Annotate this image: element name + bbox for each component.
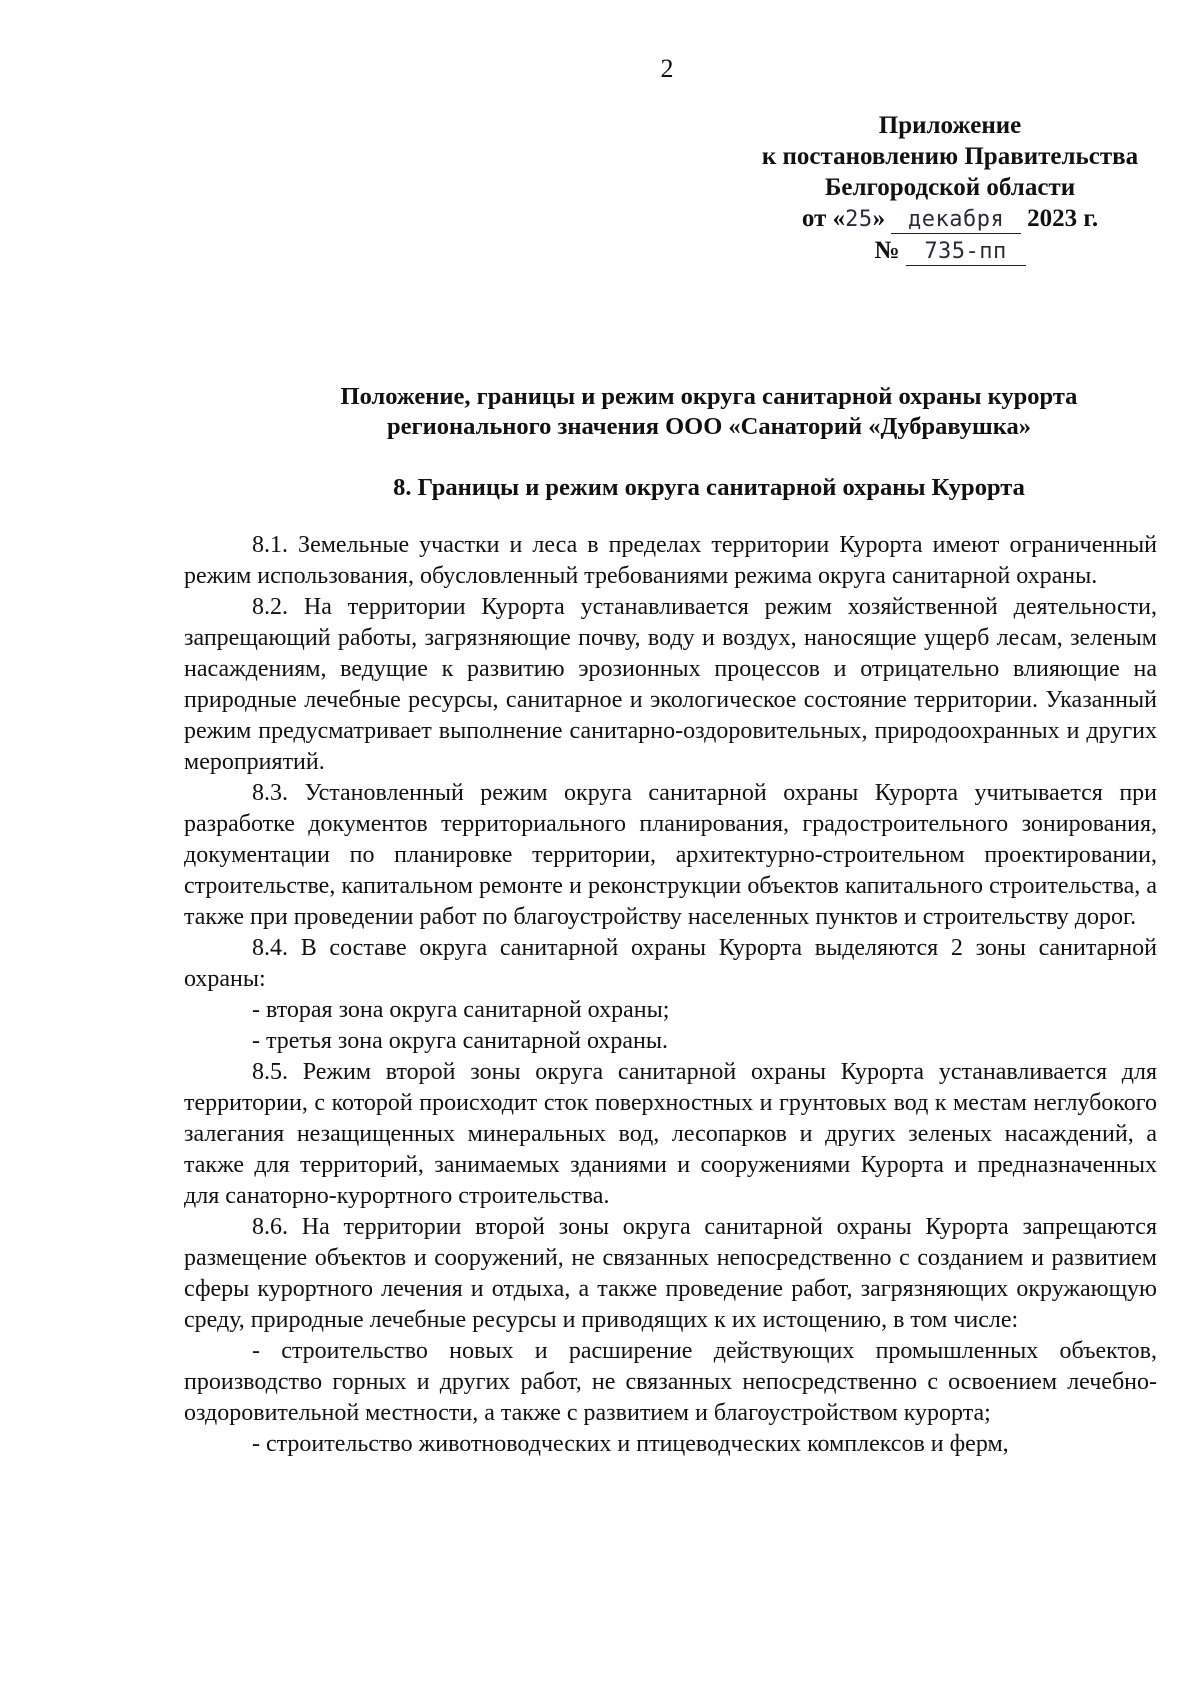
number-prefix: № xyxy=(874,237,900,264)
paragraph-8-2: 8.2. На территории Курорта устанавливается режим хозяйственной деятельности, запрещающий работы, загрязняющие почву, воду и воздух, наносящие ущерб лесам, зеленым насаждениям, ведущие к развитию эрозионных процессов и отрицательно влияющие на природные лечебные ресурсы, санитарное и экологическое состояние территории. Указанный режим предусматривает выполнение санитарно-оздоровительных, природоохранных и других мероприятий. xyxy=(184,594,1157,775)
list-item-third-zone: - третья зона округа санитарной охраны. xyxy=(252,1028,669,1054)
paragraph-8-4: 8.4. В составе округа санитарной охраны Курорта выделяются 2 зоны санитарной охраны: xyxy=(184,935,1157,992)
document-title-line-2: регионального значения ООО «Санаторий «Дубравушка» xyxy=(387,413,1031,440)
list-item-second-zone: - вторая зона округа санитарной охраны; xyxy=(252,997,670,1023)
appendix-title: Приложение xyxy=(878,112,1022,139)
appendix-date-line xyxy=(690,203,1200,235)
document-body xyxy=(184,530,1157,1460)
date-month: декабря xyxy=(891,207,1021,234)
list-item-construction: - строительство новых и расширение действующих промышленных объектов, производство горных и других работ, не связанных непосредственно с освоением лечебно-оздоровительной местности, а также с развитием и благоустройством курорта; xyxy=(184,1338,1157,1426)
paragraph-8-3: 8.3. Установленный режим округа санитарной охраны Курорта учитывается при разработке документов территориального планирования, градостроительного зонирования, документации по планировке территории, архитектурно-строительном проектировании, строительстве, капитальном ремонте и реконструкции объектов капитального строительства, а также при проведении работ по благоустройству населенных пунктов и строительству дорог. xyxy=(184,780,1157,930)
page-number: 2 xyxy=(660,54,674,83)
paragraph-8-6: 8.6. На территории второй зоны округа санитарной охраны Курорта запрещаются размещение объектов и сооружений, не связанных непосредственно с созданием и развитием сферы курортного лечения и отдыха, а также проведение работ, загрязняющих окружающую среду, природные лечебные ресурсы и приводящих к их истощению, в том числе: xyxy=(184,1214,1157,1333)
paragraph-8-5: 8.5. Режим второй зоны округа санитарной охраны Курорта устанавливается для территории, с которой происходит сток поверхностных и грунтовых вод к местам неглубокого залегания незащищенных минеральных вод, лесопарков и других зеленых насаждений, а также для территорий, занимаемых зданиями и сооружениями Курорта и предназначенных для санаторно-курортного строительства. xyxy=(184,1059,1157,1209)
date-day: 25 xyxy=(845,207,873,232)
appendix-line-1: к постановлению Правительства xyxy=(761,143,1139,170)
paragraph-8-1: 8.1. Земельные участки и леса в пределах территории Курорта имеют ограниченный режим использования, обусловленный требованиями режима округа санитарной охраны. xyxy=(184,532,1157,589)
date-year: 2023 г. xyxy=(1027,205,1099,232)
section-heading: 8. Границы и режим округа санитарной охраны Курорта xyxy=(393,474,1025,501)
appendix-block xyxy=(690,110,1200,266)
date-prefix: от « xyxy=(801,205,846,232)
document-title xyxy=(190,382,1200,442)
document-title-line-1: Положение, границы и режим округа санитарной охраны курорта xyxy=(340,383,1078,410)
number-value: 735-пп xyxy=(906,239,1026,266)
appendix-line-2: Белгородской области xyxy=(824,174,1076,201)
list-item-livestock: - строительство животноводческих и птицеводческих комплексов и ферм, xyxy=(252,1431,1009,1457)
date-mid: » xyxy=(872,205,886,232)
appendix-number-line xyxy=(690,235,1200,266)
